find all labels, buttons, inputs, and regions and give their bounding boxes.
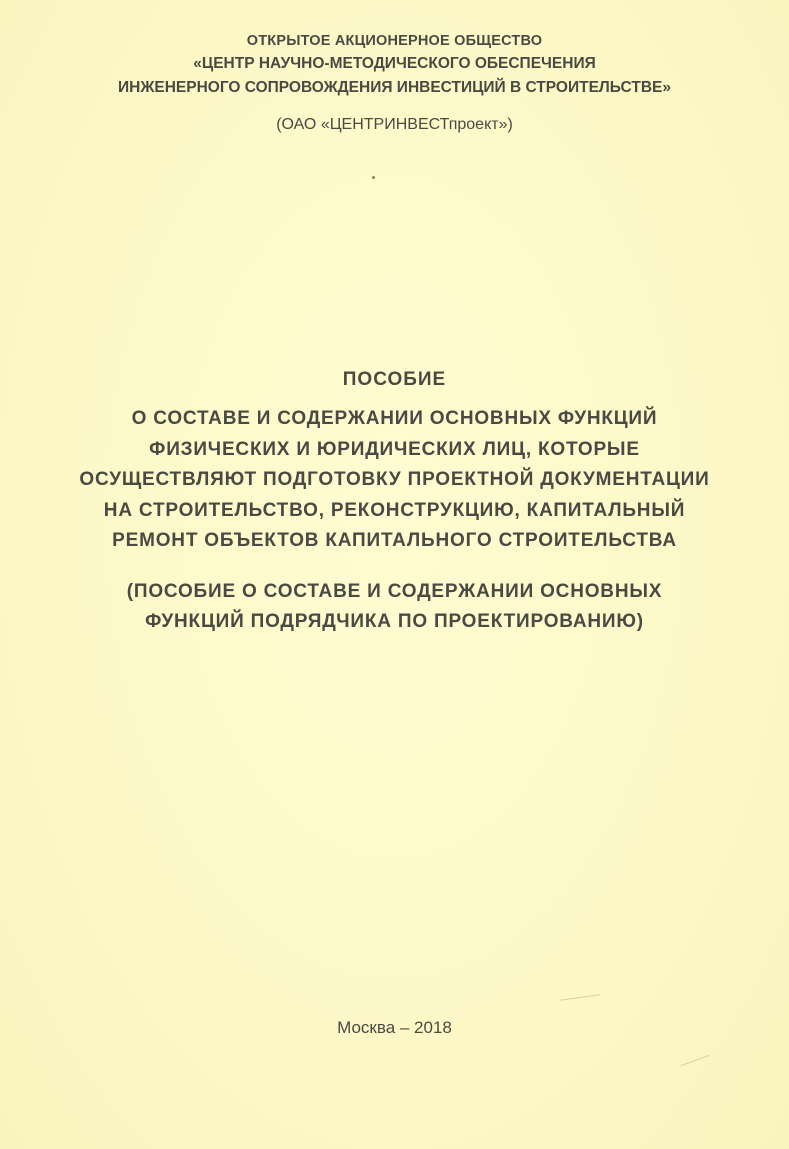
document-subtitle-line: РЕМОНТ ОБЪЕКТОВ КАПИТАЛЬНОГО СТРОИТЕЛЬСТВА xyxy=(112,530,677,551)
alternate-title-line: ФУНКЦИЙ ПОДРЯДЧИКА ПО ПРОЕКТИРОВАНИЮ) xyxy=(145,611,644,632)
organization-type: ОТКРЫТОЕ АКЦИОНЕРНОЕ ОБЩЕСТВО xyxy=(246,33,543,49)
publisher-header xyxy=(0,30,789,136)
paper-mark xyxy=(681,1055,710,1066)
organization-abbreviation: (ОАО «ЦЕНТРИНВЕСТпроект») xyxy=(276,116,513,133)
document-subtitle-line: ОСУЩЕСТВЛЯЮТ ПОДГОТОВКУ ПРОЕКТНОЙ ДОКУМЕНТАЦИИ xyxy=(79,469,710,490)
document-title: ПОСОБИЕ xyxy=(342,369,447,390)
paper-mark xyxy=(560,994,600,1001)
alternate-title-line: (ПОСОБИЕ О СОСТАВЕ И СОДЕРЖАНИИ ОСНОВНЫХ xyxy=(126,580,663,602)
document-subtitle-line: О СОСТАВЕ И СОДЕРЖАНИИ ОСНОВНЫХ ФУНКЦИЙ xyxy=(131,408,658,429)
title-block xyxy=(0,366,789,638)
organization-name-line-2: ИНЖЕНЕРНОГО СОПРОВОЖДЕНИЯ ИНВЕСТИЦИЙ В СТРОИТЕЛЬСТВЕ» xyxy=(118,79,671,96)
document-subtitle-line: НА СТРОИТЕЛЬСТВО, РЕКОНСТРУКЦИЮ, КАПИТАЛЬНЫЙ xyxy=(103,499,686,521)
paper-speck xyxy=(372,176,375,179)
city-and-year: Москва – 2018 xyxy=(337,1018,452,1037)
organization-name-line-1: «ЦЕНТР НАУЧНО-МЕТОДИЧЕСКОГО ОБЕСПЕЧЕНИЯ xyxy=(193,55,596,72)
document-subtitle-line: ФИЗИЧЕСКИХ И ЮРИДИЧЕСКИХ ЛИЦ, КОТОРЫЕ xyxy=(149,438,640,460)
